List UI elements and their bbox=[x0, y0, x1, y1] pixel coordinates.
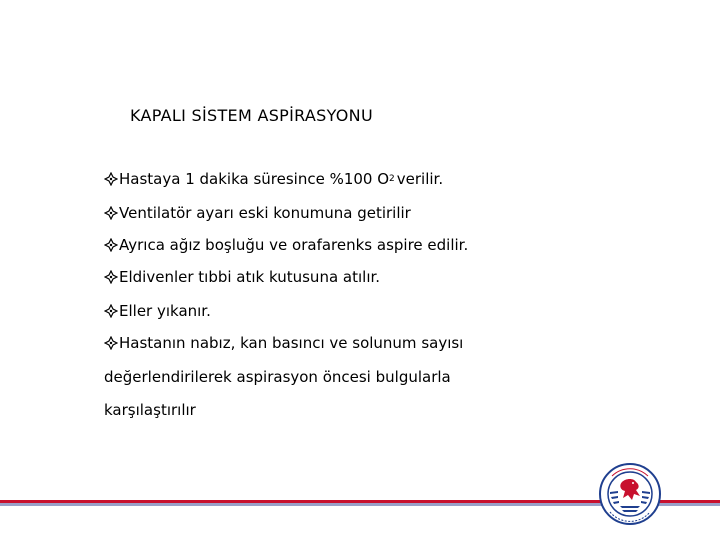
diamond-bullet-icon bbox=[104, 238, 118, 252]
bullet-text: Ayrıca ağız boşluğu ve orafarenks aspire edilir. bbox=[119, 236, 469, 254]
diamond-bullet-icon bbox=[104, 206, 118, 220]
bullet-continuation-line: karşılaştırılır bbox=[104, 401, 196, 419]
diamond-bullet-icon bbox=[104, 336, 118, 350]
bullet-text: Eller yıkanır. bbox=[119, 302, 211, 320]
bullet-text-pre: Hastaya 1 dakika süresince %100 O bbox=[119, 170, 390, 188]
diamond-bullet-icon bbox=[104, 270, 118, 284]
bullet-text: Eldivenler tıbbi atık kutusuna atılır. bbox=[119, 268, 381, 286]
bullet-text: Ventilatör ayarı eski konumuna getirilir bbox=[119, 204, 411, 222]
diamond-bullet-icon bbox=[104, 172, 118, 186]
university-seal-logo bbox=[598, 462, 662, 526]
bullet-text: Hastanın nabız, kan basıncı ve solunum sayısı bbox=[119, 334, 464, 352]
bullet-continuation-line: değerlendirilerek aspirasyon öncesi bulgularla bbox=[104, 368, 451, 386]
bullet-item bbox=[104, 236, 468, 254]
diamond-bullet-icon bbox=[104, 304, 118, 318]
bullet-item bbox=[104, 204, 411, 222]
bullet-item bbox=[104, 334, 463, 352]
bullet-item bbox=[104, 170, 443, 188]
bullet-text-post: verilir. bbox=[396, 170, 444, 188]
bullet-item bbox=[104, 268, 380, 286]
slide-title: KAPALI SİSTEM ASPİRASYONU bbox=[130, 106, 373, 125]
bullet-item bbox=[104, 302, 211, 320]
bullet-text-subscript: 2 bbox=[389, 174, 395, 184]
